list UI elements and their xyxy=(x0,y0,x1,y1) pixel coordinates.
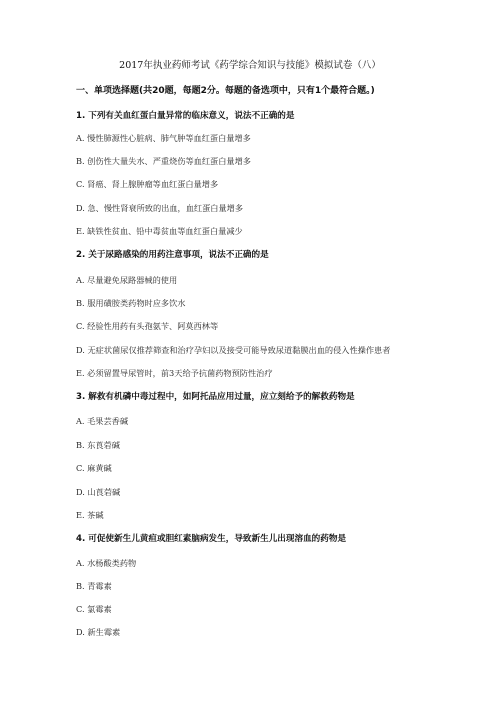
question-1-stem: 1. 下列有关血红蛋白量异常的临床意义，说法不正确的是 xyxy=(76,111,295,121)
question-2-stem: 2. 关于尿路感染的用药注意事项，说法不正确的是 xyxy=(76,250,269,260)
question-3-stem: 3. 解救有机磷中毒过程中，如阿托品应用过量，应立刻给予的解救药物是 xyxy=(76,392,355,402)
question-1-option-d: D. 急、慢性肾衰所致的出血，血红蛋白量增多 xyxy=(76,203,244,213)
document-title: 2017年执业药师考试《药学综合知识与技能》模拟试卷（八） xyxy=(119,60,381,71)
question-4-stem: 4. 可促使新生儿黄疸或胆红素脑病发生，导致新生儿出现溶血的药物是 xyxy=(76,534,347,544)
question-2-option-e: E. 必须留置导尿管时，前3天给予抗菌药物预防性治疗 xyxy=(76,368,273,378)
question-3-option-c: C. 麻黄碱 xyxy=(76,463,112,473)
question-4-option-b: B. 青霉素 xyxy=(76,581,112,591)
question-1-option-b: B. 创伤性大量失水、严重烧伤等血红蛋白量增多 xyxy=(76,156,251,166)
question-4-option-a: A. 水杨酸类药物 xyxy=(76,558,137,568)
question-3-option-e: E. 茶碱 xyxy=(76,510,104,520)
question-2-option-c: C. 经验性用药有头孢氨苄、阿莫西林等 xyxy=(76,321,219,331)
question-1-option-e: E. 缺铁性贫血、铅中毒贫血等血红蛋白量减少 xyxy=(76,226,243,236)
question-2-option-a: A. 尽量避免尿路器械的使用 xyxy=(76,275,178,285)
question-4-option-d: D. 新生霉素 xyxy=(76,627,121,637)
question-1-option-a: A. 慢性肺源性心脏病、肺气肿等血红蛋白量增多 xyxy=(76,133,251,143)
question-3-option-d: D. 山莨菪碱 xyxy=(76,487,121,497)
question-3-option-b: B. 东莨菪碱 xyxy=(76,440,120,450)
question-2-option-d: D. 无症状菌尿仅推荐筛查和治疗孕妇以及接受可能导致尿道黏膜出血的侵入性操作患者 xyxy=(76,345,391,355)
question-3-option-a: A. 毛果芸香碱 xyxy=(76,416,129,426)
question-4-option-c: C. 氯霉素 xyxy=(76,604,112,614)
question-1-option-c: C. 肾癌、肾上腺肿瘤等血红蛋白量增多 xyxy=(76,179,219,189)
section-heading: 一、单项选择题(共20题，每题2分。每题的备选项中，只有1个最符合题。) xyxy=(76,86,375,96)
question-2-option-b: B. 服用磺胺类药物时应多饮水 xyxy=(76,298,186,308)
